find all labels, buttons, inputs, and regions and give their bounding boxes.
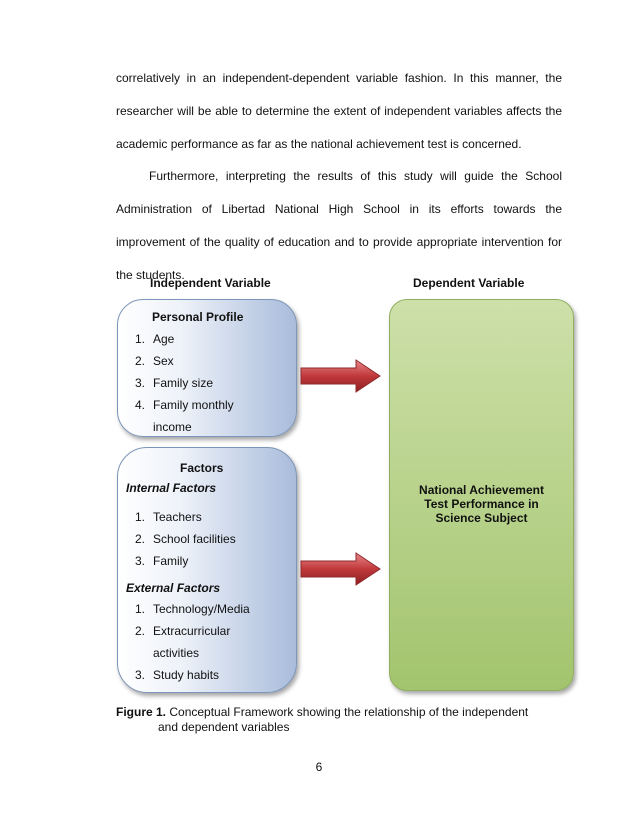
body-paragraph-2: Furthermore, interpreting the results of this study will guide the School Administration of Libertad National High School in its efforts towards the improvement of the quality of education and to provide appropriate intervention for the students. [116, 169, 562, 282]
personal-profile-list [118, 328, 234, 438]
body-paragraph-1: correlatively in an independent-dependent variable fashion. In this manner, the researcher will be able to determine the extent of independent variables affects the academic performance as far as the national achievement test is concerned. [116, 71, 562, 151]
list-item: income [153, 420, 192, 434]
personal-profile-box [117, 299, 297, 437]
list-item: 2. Extracurricular [135, 624, 231, 638]
caption-line-2: and dependent variables [158, 720, 290, 734]
dependent-variable-text: National Achievement Test Performance in Science Subject [419, 483, 544, 525]
internal-factors-list [118, 506, 236, 572]
list-item: 3. Family [135, 554, 189, 568]
personal-profile-title: Personal Profile [152, 310, 244, 324]
arrow-right-icon [300, 358, 382, 394]
dependent-variable-heading: Dependent Variable [413, 276, 525, 290]
factors-box [117, 447, 297, 693]
independent-variable-heading: Independent Variable [150, 276, 271, 290]
list-item: activities [153, 646, 200, 660]
list-item: 1. Technology/Media [135, 602, 250, 616]
list-item: 2. Sex [135, 354, 174, 368]
list-item: 1. Age [135, 332, 175, 346]
dependent-variable-box [389, 299, 574, 691]
list-item: 3. Family size [135, 376, 214, 390]
arrow-right-icon [300, 551, 382, 587]
page-number: 6 [315, 760, 323, 774]
figure-caption [116, 705, 562, 735]
external-factors-list [118, 598, 250, 686]
caption-line-1: Conceptual Framework showing the relationship of the independent [169, 705, 529, 719]
factors-title: Factors [180, 461, 224, 475]
internal-factors-title: Internal Factors [126, 481, 217, 495]
figure-label: Figure 1. [116, 705, 167, 719]
list-item: 4. Family monthly [135, 398, 234, 412]
list-item: 2. School facilities [135, 532, 236, 546]
list-item: 1. Teachers [135, 510, 202, 524]
list-item: 3. Study habits [135, 668, 220, 682]
external-factors-title: External Factors [126, 581, 221, 595]
